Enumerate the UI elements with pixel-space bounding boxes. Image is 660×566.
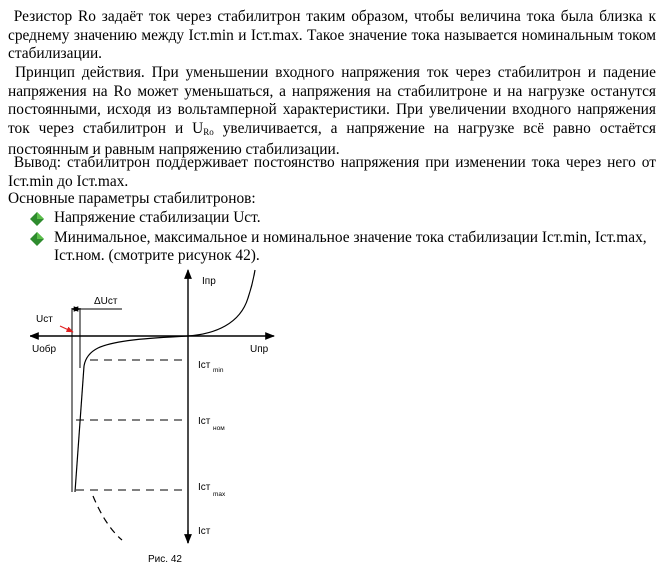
paragraph-principle: [8, 64, 656, 160]
figure-caption: Рис. 42: [148, 554, 182, 565]
label-ist-nom: Iст: [198, 416, 211, 427]
text-run: может уменьшаться, а напряжения на стабилитроне и на нагрузке останутся постоянными, исходя из вольтамперной характеристики. При увеличении входного напряжения ток через стабилитрон и U: [8, 82, 656, 137]
green-diamond-bullet-icon: [30, 212, 44, 226]
label-ist-min-sub: min: [213, 367, 224, 374]
parameters-list: [30, 209, 656, 267]
label-ist-max-sub: max: [213, 491, 226, 498]
figure-42-zener-iv-curve: [30, 268, 290, 566]
forward-branch-curve: [188, 270, 255, 336]
breakdown-line: [75, 366, 84, 492]
label-ist-nom-sub: ном: [213, 425, 225, 432]
list-item-text: Минимальное, максимальное и номинальное значение тока стабилизации Iст.min, Iст.max, Iст.ном. (смотрите рисунок 42).: [54, 228, 647, 265]
label-ist-min: Iст: [198, 360, 211, 371]
text-run: o: [123, 82, 132, 100]
dashed-tail-curve: [93, 496, 122, 540]
list-item: [30, 209, 656, 228]
label-delta-ust: ΔUст: [94, 296, 118, 307]
text-run: Принцип действия. При уменьшении входного напряжения ток через стабилитрон и падение напряжения на R: [8, 64, 656, 100]
text-run: задаёт ток через стабилитрон таким образом, чтобы величина тока была близка к среднему значению между Iст.min и Iст.max. Такое значение тока называется номинальным током стабилизации.: [8, 8, 656, 63]
ust-red-arrow: [60, 326, 73, 332]
text-run: Резистор R: [13, 8, 89, 25]
label-uobr: Uобр: [32, 344, 57, 355]
label-upr: Uпр: [250, 344, 269, 355]
list-item-text: Напряжение стабилизации Uст.: [54, 209, 261, 226]
label-inp: Iпр: [202, 276, 216, 287]
zener-iv-diagram: [30, 268, 290, 566]
paragraph-conclusion: [8, 154, 656, 191]
list-item: [30, 229, 656, 266]
reverse-knee-curve: [84, 336, 188, 366]
green-diamond-bullet-icon: [30, 232, 44, 246]
label-ust: Uст: [36, 314, 53, 325]
parameters-heading: Основные параметры стабилитронов:: [8, 190, 256, 207]
text-run: увеличивается, а напряжение на нагрузке всё равно остаётся постоянным и равным напряжению стабилизации.: [8, 119, 657, 159]
paragraph-nominal-current: [8, 8, 656, 64]
text-run: o: [88, 8, 96, 25]
label-ist-axis: Iст: [198, 526, 211, 537]
text-run: Вывод: стабилитрон поддерживает постоянство напряжения при изменении тока через него от Iст.min до Iст.max.: [8, 154, 656, 190]
subscript-ro: Ro: [203, 126, 214, 137]
label-ist-max: Iст: [198, 482, 211, 493]
